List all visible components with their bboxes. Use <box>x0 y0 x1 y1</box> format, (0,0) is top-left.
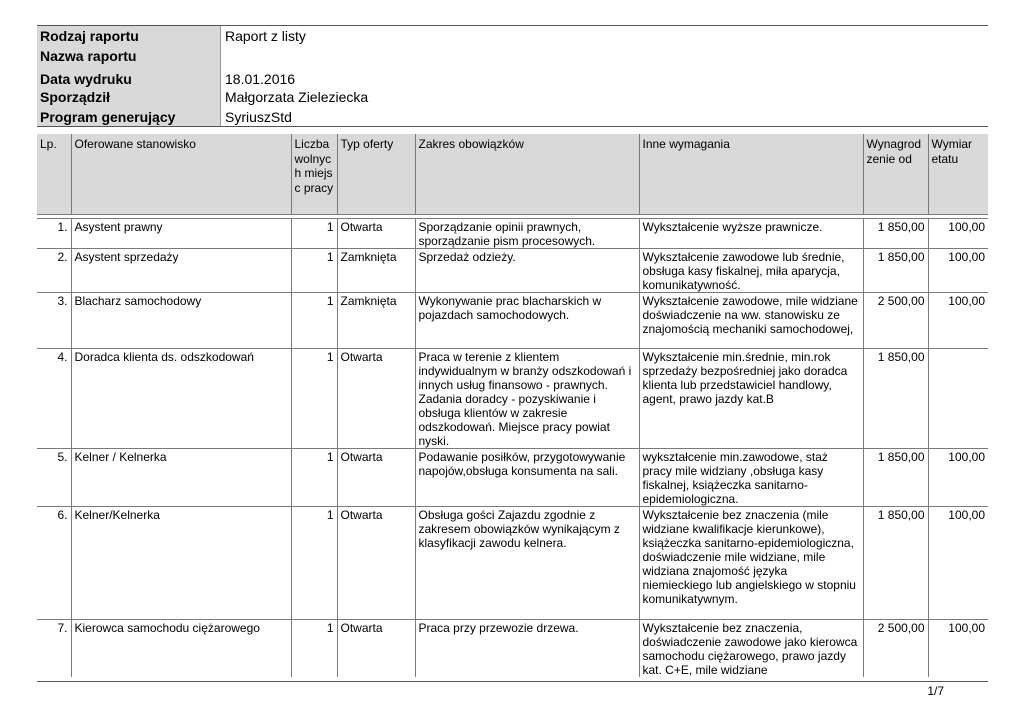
header-row-prepared-by <box>37 87 988 107</box>
cell-salary: 1 850,00 <box>863 218 928 248</box>
print-date-value: 18.01.2016 <box>220 65 988 87</box>
cell-type: Zamknięta <box>337 292 415 348</box>
column-header-duties: Zakres obowiązków <box>415 134 639 214</box>
cell-duties: Obsługa gości Zajazdu zgodnie z zakresem obowiązków wynikającym z klasyfikacji zawodu kelnera. <box>415 506 639 619</box>
cell-lp: 2. <box>37 248 71 292</box>
job-offers-table <box>37 134 988 677</box>
cell-position: Kelner / Kelnerka <box>71 448 291 506</box>
report-type-value: Raport z listy <box>220 26 988 46</box>
cell-lp: 6. <box>37 506 71 619</box>
cell-duties: Sprzedaż odzieży. <box>415 248 639 292</box>
cell-lp: 1. <box>37 218 71 248</box>
header-row-report-name <box>37 46 988 66</box>
table-row <box>37 506 988 619</box>
cell-lp: 4. <box>37 348 71 448</box>
cell-type: Otwarta <box>337 218 415 248</box>
report-name-label: Nazwa raportu <box>37 46 220 66</box>
cell-requirements: Wykształcenie zawodowe, mile widziane doświadczenie na ww. stanowisku ze znajomością mechaniki samochodowej, <box>639 292 863 348</box>
cell-lp: 7. <box>57 620 68 635</box>
header-row-report-type <box>37 26 988 46</box>
table-row <box>37 448 988 506</box>
cell-salary: 1 850,00 <box>863 448 928 506</box>
cell-count: 1 <box>291 448 337 506</box>
program-label: Program generujący <box>37 107 220 127</box>
table-row <box>37 619 988 677</box>
cell-requirements: Wykształcenie zawodowe lub średnie, obsługa kasy fiskalnej, miła aparycja, komunikatywność. <box>639 248 863 292</box>
cell-requirements: Wykształcenie bez znaczenia, doświadczenie zawodowe jako kierowca samochodu ciężarowego, prawo jazdy kat. C+E, mile widziane <box>639 619 863 677</box>
cell-duties: Sporządzanie opinii prawnych, sporządzanie pism procesowych. <box>415 218 639 248</box>
column-header-requirements: Inne wymagania <box>639 134 863 214</box>
table-row <box>37 218 988 248</box>
cell-count: 1 <box>291 218 337 248</box>
cell-position: Doradca klienta ds. odszkodowań <box>71 348 291 448</box>
cell-fte: 100,00 <box>928 248 988 292</box>
cell-salary: 1 850,00 <box>863 348 928 448</box>
prepared-by-label: Sporządził <box>37 87 220 107</box>
cell-position: Asystent prawny <box>71 218 291 248</box>
column-header-position: Oferowane stanowisko <box>71 134 291 214</box>
prepared-by-value: Małgorzata Zieleziecka <box>220 87 988 107</box>
cell-requirements: Wykształcenie min.średnie, min.rok sprzedaży bezpośredniej jako doradca klienta lub przedstawiciel handlowy, agent, prawo jazdy kat.B <box>639 348 863 448</box>
cell-salary: 1 850,00 <box>863 248 928 292</box>
cell-type: Otwarta <box>337 619 415 677</box>
cell-salary: 1 850,00 <box>863 506 928 619</box>
column-header-lp: Lp. <box>37 134 71 214</box>
cell-count: 1 <box>291 292 337 348</box>
column-header-fte: Wymiar etatu <box>928 134 988 214</box>
table-row <box>37 292 988 348</box>
report-header <box>37 25 988 127</box>
table-header-row <box>37 134 988 214</box>
column-header-salary: Wynagrod zenie od <box>863 134 928 214</box>
cell-fte: 100,00 <box>928 218 988 248</box>
header-row-print-date <box>37 65 988 87</box>
report-name-value <box>220 46 988 66</box>
cell-position: Asystent sprzedaży <box>71 248 291 292</box>
cell-fte <box>928 348 988 448</box>
header-row-program <box>37 107 988 127</box>
cell-requirements: Wykształcenie bez znaczenia (mile widziane kwalifikacje kierunkowe), książeczka sanitarno-epidemiologiczna, doświadczenie mile widziane, mile widziana znajomość języka niemieckiego lub angielskiego w stopniu komunikatywnym. <box>639 506 863 619</box>
cell-type: Otwarta <box>337 506 415 619</box>
cell-fte: 100,00 <box>928 292 988 348</box>
cell-position: Blacharz samochodowy <box>71 292 291 348</box>
cell-salary: 2 500,00 <box>863 619 928 677</box>
table-row <box>37 348 988 448</box>
cell-position: Kelner/Kelnerka <box>71 506 291 619</box>
cell-lp: 5. <box>37 448 71 506</box>
print-date-label: Data wydruku <box>37 65 220 87</box>
cell-requirements: wykształcenie min.zawodowe, staż pracy mile widziany ,obsługa kasy fiskalnej, książeczka sanitarno-epidemiologiczna. <box>639 448 863 506</box>
program-value: SyriuszStd <box>220 107 988 127</box>
cell-duties: Wykonywanie prac blacharskich w pojazdach samochodowych. <box>415 292 639 348</box>
cell-type: Otwarta <box>337 448 415 506</box>
cell-requirements: Wykształcenie wyższe prawnicze. <box>639 218 863 248</box>
cell-duties: Praca przy przewozie drzewa. <box>415 619 639 677</box>
cell-fte: 100,00 <box>928 619 988 677</box>
cell-fte: 100,00 <box>928 448 988 506</box>
cell-position: Kierowca samochodu ciężarowego <box>71 619 291 677</box>
column-header-type: Typ oferty <box>337 134 415 214</box>
report-type-label: Rodzaj raportu <box>37 26 220 46</box>
page-number: 1/7 <box>927 684 944 698</box>
cell-fte: 100,00 <box>928 506 988 619</box>
cell-duties: Praca w terenie z klientem indywidualnym w branży odszkodowań i innych usług finansowo - prawnych. Zadania doradcy - pozyskiwanie i obsługa klientów w zakresie odszkodowań. Miejsce pracy powiat nyski. <box>415 348 639 448</box>
cell-salary: 2 500,00 <box>863 292 928 348</box>
table-row <box>37 248 988 292</box>
cell-type: Zamknięta <box>337 248 415 292</box>
cell-duties: Podawanie posiłków, przygotowywanie napojów,obsługa konsumenta na sali. <box>415 448 639 506</box>
cell-count: 1 <box>291 348 337 448</box>
cell-type: Otwarta <box>337 348 415 448</box>
footer-divider <box>37 681 988 682</box>
cell-count: 1 <box>291 248 337 292</box>
cell-count: 1 <box>291 619 337 677</box>
column-header-count: Liczba wolnyc h miejsc pracy <box>291 134 337 214</box>
cell-lp: 3. <box>37 292 71 348</box>
cell-count: 1 <box>291 506 337 619</box>
